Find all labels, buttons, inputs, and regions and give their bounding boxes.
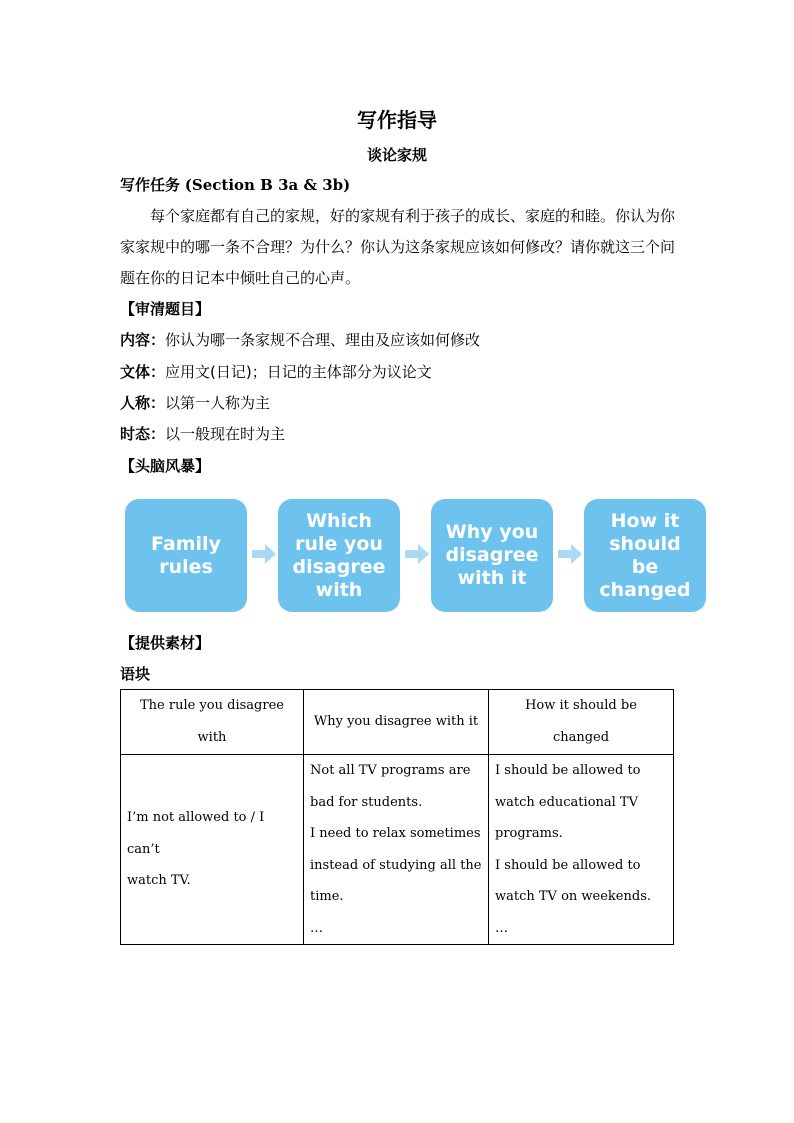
review-label: 内容： [120,331,166,349]
page-title: 写作指导 [357,108,437,132]
review-text: 你认为哪一条家规不合理、理由及应该如何修改 [165,331,481,349]
task-section: (Section B 3a & 3b) [184,176,351,194]
flow-box-why-disagree [431,499,553,612]
review-label: 文体： [120,363,166,381]
flow-box-how-changed [584,499,706,612]
arrow-right-icon [405,543,429,565]
arrow-right-icon [558,543,582,565]
table-header-cell: Why you disagree with it [304,690,489,755]
cell-line: I should be allowed to watch educational TV programs. [495,763,641,841]
review-text: 以一般现在时为主 [165,425,286,443]
cell-line: … [495,920,508,936]
chunks-label: 语块 [120,665,151,683]
flow-box-label: Family rules [151,532,221,578]
cell-line: I need to relax sometimes instead of studying all the time. [310,826,482,904]
flow-box-family-rules [125,499,247,612]
materials-heading: 【提供素材】 [120,634,211,652]
review-text: 应用文(日记)；日记的主体部分为议论文 [165,363,432,381]
review-label: 人称： [120,394,166,412]
flow-box-label: Which rule you disagree with [292,509,386,601]
cell-line: … [310,920,323,936]
table-header-cell: How it should be changed [489,690,674,755]
chunks-table [120,689,674,945]
brainstorm-heading: 【头脑风暴】 [120,457,211,475]
flow-box-label: How it should be changed [599,509,691,601]
task-label: 写作任务 [120,176,181,194]
task-paragraph: 每个家庭都有自己的家规，好的家规有利于孩子的成长、家庭的和睦。你认为你家家规中的哪一条不合理？为什么？你认为这条家规应该如何修改？请你就这三个问题在你的日记本中倾吐自己的心声。 [120,207,676,287]
cell-line: I should be allowed to watch TV on weekends. [495,857,651,904]
review-item-person [120,393,270,413]
table-row [121,755,674,945]
review-item-tense [120,424,285,444]
arrow-right-icon [252,543,276,565]
table-cell-rule [121,755,304,945]
review-text: 以第一人称为主 [165,394,271,412]
review-heading: 【审清题目】 [120,300,211,318]
page-subtitle: 谈论家规 [366,146,427,164]
flow-box-which-rule [278,499,400,612]
table-header-row [121,690,674,755]
review-item-style [120,362,432,382]
flow-box-label: Why you disagree with it [445,521,539,589]
table-header-cell: The rule you disagree with [121,690,304,755]
review-label: 时态： [120,425,166,443]
task-heading [120,175,350,195]
review-item-content [120,330,480,350]
cell-line: I’m not allowed to / I can’t [127,810,265,857]
cell-line: Not all TV programs are bad for students. [310,763,471,810]
table-cell-how [489,755,674,945]
brainstorm-flow [125,499,710,612]
cell-line: watch TV. [127,873,191,889]
table-cell-why [304,755,489,945]
